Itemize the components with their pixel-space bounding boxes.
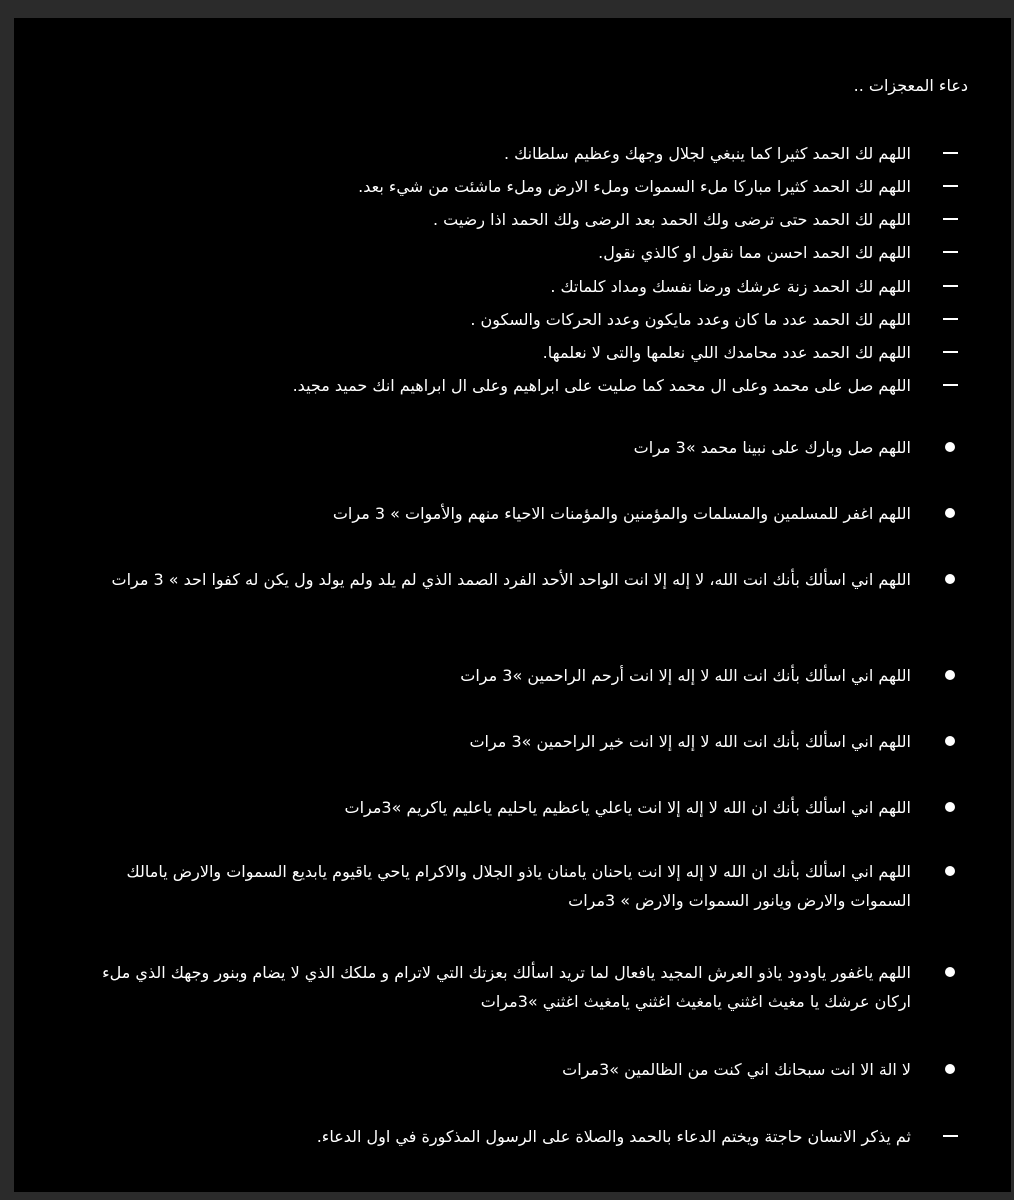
dash-marker — [942, 1124, 958, 1148]
dash-marker — [942, 340, 958, 364]
bullet-list-item-text: لا الة الا انت سبحانك اني كنت من الظالمين »3مرات — [562, 1060, 911, 1079]
bullet-marker — [942, 960, 958, 984]
dash-marker — [942, 207, 958, 231]
document-page — [14, 18, 1011, 1192]
bullet-marker — [942, 795, 958, 819]
dash-list-item-text: اللهم صل على محمد وعلى ال محمد كما صليت على ابراهيم وعلى ال ابراهيم انك حميد مجيد. — [292, 376, 911, 395]
bullet-list-item-text: اللهم اني اسألك بأنك انت الله لا إله إلا انت خير الراحمين »3 مرات — [469, 732, 911, 751]
bullet-marker — [942, 501, 958, 525]
dash-list-item-text: اللهم لك الحمد احسن مما نقول او كالذي نقول. — [598, 243, 911, 262]
bullet-marker — [942, 567, 958, 591]
window-top-border — [0, 0, 1014, 18]
dash-list-item-text: اللهم لك الحمد زنة عرشك ورضا نفسك ومداد كلماتك . — [550, 277, 911, 296]
window-bottom-border — [0, 1192, 1014, 1200]
bullet-list-item-text: اللهم اني اسألك بأنك ان الله لا إله إلا انت ياعلي ياعظيم ياحليم ياعليم ياكريم »3مرات — [344, 798, 911, 817]
dash-list-item-text: اللهم لك الحمد كثيرا مباركا ملء السموات وملء الارض وملء ماشئت من شيء بعد. — [358, 177, 911, 196]
bullet-marker — [942, 435, 958, 459]
bullet-list-item-text: اللهم اغفر للمسلمين والمسلمات والمؤمنين والمؤمنات الاحياء منهم والأموات » 3 مرات — [332, 504, 911, 523]
dash-list-item-text: اللهم لك الحمد حتى ترضى ولك الحمد بعد الرضى ولك الحمد اذا رضيت . — [432, 210, 911, 229]
bullet-list-item-text: اللهم صل وبارك على نبينا محمد »3 مرات — [633, 438, 911, 457]
dash-marker — [942, 373, 958, 397]
window-left-border — [0, 0, 14, 1200]
closing-item-text: ثم يذكر الانسان حاجتة ويختم الدعاء بالحمد والصلاة على الرسول المذكورة في اول الدعاء. — [316, 1127, 911, 1146]
dash-list-item-text: اللهم لك الحمد عدد محامدك اللي نعلمها والتى لا نعلمها. — [542, 343, 911, 362]
bullet-marker — [942, 729, 958, 753]
dash-marker — [942, 307, 958, 331]
bullet-list-item-text: اللهم اني اسألك بأنك انت الله، لا إله إلا انت الواحد الأحد الفرد الصمد الذي لم يلد ولم يولد ول يكن له كفوا احد » 3 مرات — [111, 570, 911, 589]
dash-list-item-text: اللهم لك الحمد كثيرا كما ينبغي لجلال وجهك وعظيم سلطانك . — [503, 144, 911, 163]
document-title: دعاء المعجزات .. — [853, 76, 968, 95]
dash-marker — [942, 141, 958, 165]
dash-marker — [942, 274, 958, 298]
bullet-list-item-text: اللهم اني اسألك بأنك انت الله لا إله إلا انت أرحم الراحمين »3 مرات — [460, 666, 911, 685]
bullet-marker — [942, 663, 958, 687]
dash-list-item-text: اللهم لك الحمد عدد ما كان وعدد مايكون وعدد الحركات والسكون . — [470, 310, 911, 329]
bullet-marker — [942, 859, 958, 883]
dash-marker — [942, 174, 958, 198]
bullet-marker — [942, 1057, 958, 1081]
bullet-list-item-text: اللهم اني اسألك بأنك ان الله لا إله إلا انت ياحنان يامنان ياذو الجلال والاكرام ياحي ياقيوم يابديع السموات والارض يامالك السموات والارض ويانور السموات والارض » 3مرات — [126, 862, 911, 910]
dash-marker — [942, 240, 958, 264]
bullet-list-item-text: اللهم ياغفور ياودود ياذو العرش المجيد يافعال لما تريد اسألك بعزتك التي لاترام و ملكك الذي لا يضام وبنور وجهك الذي ملء اركان عرشك يا مغيث اغثني يامغيث اغثني يامغيث اغثني »3مرات — [102, 963, 911, 1011]
